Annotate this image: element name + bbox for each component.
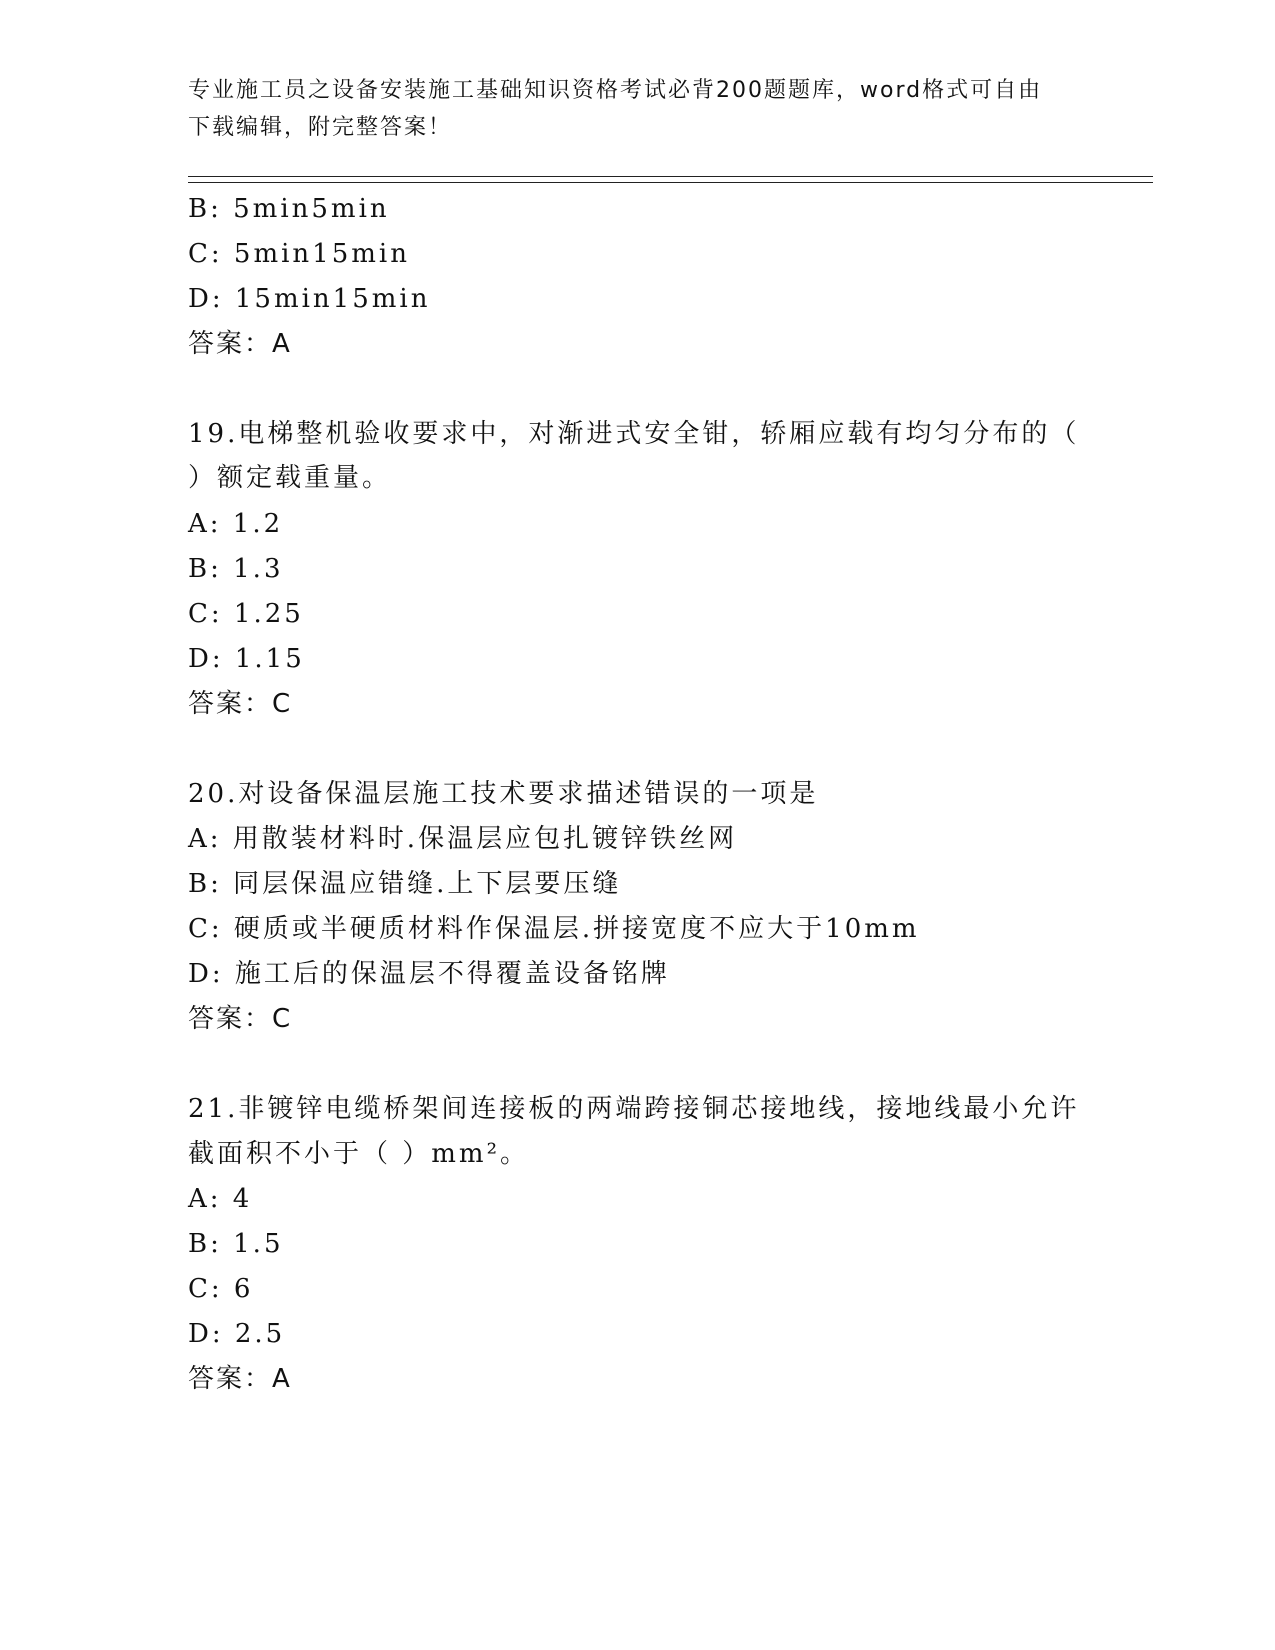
q21-option-d: D: 2.5 <box>188 1319 286 1349</box>
q20-answer: 答案：C <box>188 1004 293 1034</box>
q19-option-b: B: 1.3 <box>188 554 284 584</box>
header-divider-bottom <box>188 182 1153 183</box>
q19-stem-line-1: 19.电梯整机验收要求中，对渐进式安全钳，轿厢应载有均匀分布的（ <box>188 419 1080 449</box>
q20-option-c: C: 硬质或半硬质材料作保温层.拼接宽度不应大于10mm <box>188 914 920 944</box>
q18-option-b: B: 5min5min <box>188 194 390 224</box>
q19-option-d: D: 1.15 <box>188 644 305 674</box>
q19-option-a: A: 1.2 <box>188 509 284 539</box>
q18-option-d: D: 15min15min <box>188 284 431 314</box>
q18-option-c: C: 5min15min <box>188 239 410 269</box>
q21-answer: 答案：A <box>188 1364 292 1394</box>
q19-stem-line-2: ）额定载重量。 <box>188 463 392 493</box>
q19-option-c: C: 1.25 <box>188 599 304 629</box>
header-line-1: 专业施工员之设备安装施工基础知识资格考试必背200题题库，word格式可自由 <box>188 78 1043 103</box>
q21-stem-line-2: 截面积不小于（ ）mm²。 <box>188 1139 529 1169</box>
q21-option-a: A: 4 <box>188 1184 253 1214</box>
q20-option-a: A: 用散装材料时.保温层应包扎镀锌铁丝网 <box>188 824 738 854</box>
q20-option-d: D: 施工后的保温层不得覆盖设备铭牌 <box>188 959 670 989</box>
header-divider-top <box>188 176 1153 177</box>
q21-stem-line-1: 21.非镀锌电缆桥架间连接板的两端跨接铜芯接地线，接地线最小允许 <box>188 1094 1080 1124</box>
q20-option-b: B: 同层保温应错缝.上下层要压缝 <box>188 869 622 899</box>
q18-answer: 答案：A <box>188 329 292 359</box>
header-line-2: 下载编辑，附完整答案！ <box>188 115 453 140</box>
q21-option-b: B: 1.5 <box>188 1229 284 1259</box>
document-header <box>188 72 1068 146</box>
q20-stem-line-1: 20.对设备保温层施工技术要求描述错误的一项是 <box>188 779 819 809</box>
q21-option-c: C: 6 <box>188 1274 254 1304</box>
q19-answer: 答案：C <box>188 689 293 719</box>
